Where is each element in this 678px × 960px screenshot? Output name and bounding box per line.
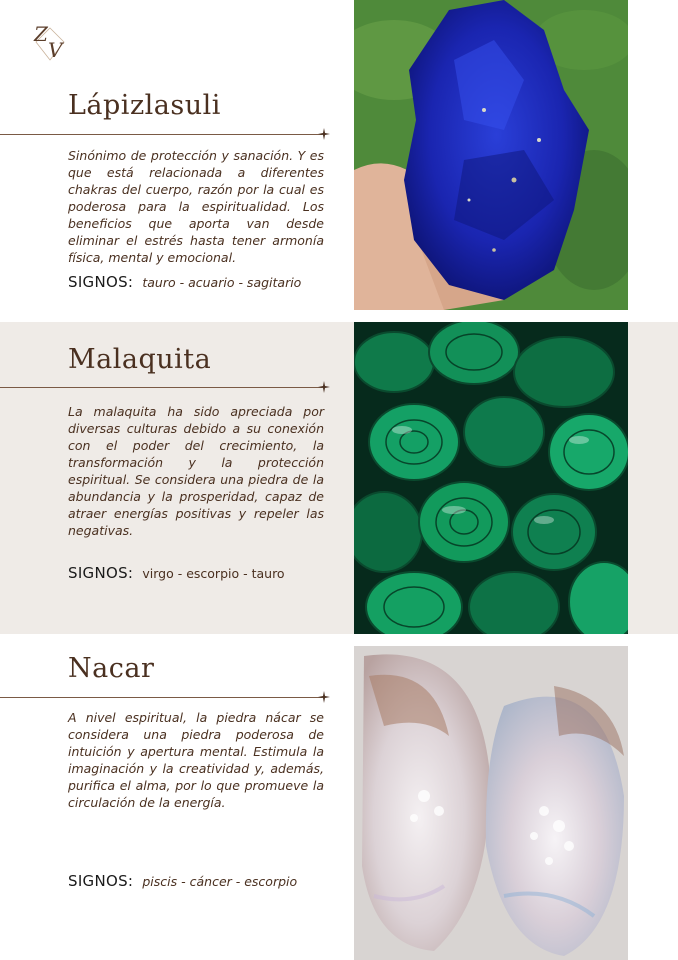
section-title: Nacar	[68, 653, 155, 684]
sparkle-icon	[318, 128, 330, 140]
divider-line	[0, 387, 322, 388]
signs-label: SIGNOS:	[68, 564, 134, 582]
section-description: A nivel espiritual, la piedra nácar se considera una piedra poderosa de intuición y apertura mental. Estimula la imaginación y la creatividad y, además, purifica el alma, por lo que promueve la circulación de la energía.	[68, 710, 324, 810]
signs-value: piscis - cáncer - escorpio	[142, 874, 298, 889]
malachite-photo	[354, 322, 628, 634]
divider-line	[0, 134, 322, 135]
lapis-lazuli-photo	[354, 0, 628, 310]
logo-letter-bottom: V	[48, 38, 63, 62]
signs-value: tauro - acuario - sagitario	[142, 275, 302, 290]
sparkle-icon	[318, 691, 330, 703]
signs-label: SIGNOS:	[68, 872, 134, 890]
sparkle-icon	[318, 381, 330, 393]
signs-row	[68, 272, 348, 291]
section-description: La malaquita ha sido apreciada por diversas culturas debido a su conexión con el poder del crecimiento, la transformación y la protección espiritual. Se considera una piedra de la abundancia y la prosperidad, capaz de atraer energías positivas y repeler las negativas.	[68, 404, 324, 538]
section-title: Malaquita	[68, 344, 212, 375]
section-title: Lápizlasuli	[68, 90, 221, 121]
section-description: Sinónimo de protección y sanación. Y es que está relacionada a diferentes chakras del cuerpo, razón por la cual es poderosa para la espiritualidad. Los beneficios que aporta van desde eliminar el estrés hasta tener armonía física, mental y emocional.	[68, 148, 324, 265]
logo-letter-top: Z	[34, 22, 48, 46]
signs-row	[68, 871, 348, 890]
nacre-shell-photo	[354, 646, 628, 960]
signs-row	[68, 563, 348, 582]
signs-value: virgo - escorpio - tauro	[142, 566, 285, 581]
signs-label: SIGNOS:	[68, 273, 134, 291]
divider-line	[0, 697, 322, 698]
brand-logo	[30, 22, 70, 64]
